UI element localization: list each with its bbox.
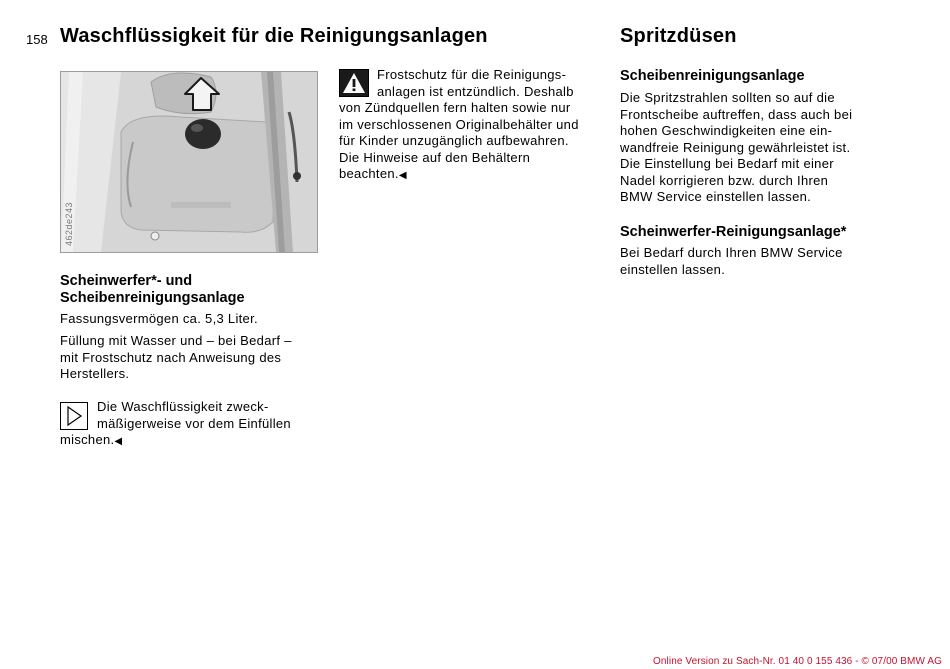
heading-scheibenreinigungsanlage: Scheibenreinigungsanlage [620, 68, 805, 84]
text-line: mischen.◀ [60, 432, 123, 447]
text-line: Die Waschflüssigkeit zweck- [97, 399, 269, 414]
text-line: einstellen lassen. [620, 261, 726, 277]
end-marker-icon: ◀ [114, 436, 123, 447]
headlight-paragraph [620, 245, 843, 278]
text-line: Die Spritzstrahlen sollten so auf die [620, 90, 835, 105]
engine-bay-photo [60, 71, 318, 253]
text-line: Frontscheibe auftreffen, dass auch bei [620, 106, 853, 122]
text-line: von Zündquellen fern halten sowie nur [339, 100, 571, 115]
text-line: wandfreie Reinigung gewährleistet ist. [620, 139, 851, 155]
photo-code: 462de243 [64, 201, 74, 246]
text-line: Die Einstellung bei Bedarf mit einer [620, 156, 834, 171]
end-marker-icon: ◀ [398, 170, 407, 181]
capacity-text: Fassungsvermögen ca. 5,3 Liter. [60, 311, 258, 326]
text-line: anlagen ist entzündlich. Deshalb [377, 83, 574, 99]
text-line: Füllung mit Wasser und – bei Bedarf – [60, 333, 292, 348]
heading-line: Scheibenreinigungsanlage [60, 290, 245, 306]
text-line: im verschlossenen Originalbehälter und [339, 116, 579, 132]
heading-scheinwerfer-reinigungsanlage: Scheinwerfer-Reinigungsanlage* [620, 224, 847, 240]
heading-scheinwerfer-scheiben [60, 273, 245, 307]
note-triangle-icon [60, 402, 88, 430]
warning-block [339, 67, 607, 185]
text-line: BMW Service einstellen lassen. [620, 189, 812, 204]
reservoir-illustration [61, 72, 317, 252]
text-line: Nadel korrigieren bzw. durch Ihren [620, 172, 829, 188]
text-line: für Kinder unzugänglich aufbewahren. [339, 133, 569, 148]
text-line: Bei Bedarf durch Ihren BMW Service [620, 245, 843, 260]
text-line: beachten.◀ [339, 166, 407, 181]
fill-instructions [60, 333, 292, 383]
text-line: hohen Geschwindigkeiten eine ein- [620, 123, 833, 138]
page-number: 158 [26, 32, 48, 47]
warning-icon [339, 69, 369, 97]
spray-paragraph [620, 90, 852, 206]
heading-line: Scheinwerfer*- und [60, 273, 193, 289]
page-title: Waschflüssigkeit für die Reinigungsanlagen [60, 25, 488, 47]
text-line: Frostschutz für die Reinigungs- [377, 67, 567, 82]
text-line: mäßigerweise vor dem Einfüllen [97, 415, 291, 431]
note-block [60, 399, 320, 451]
text-line: mit Frostschutz nach Anweisung des [60, 349, 282, 365]
text-line: Die Hinweise auf den Behältern [339, 149, 531, 165]
text-line: Herstellers. [60, 366, 130, 381]
footer-copyright: Online Version zu Sach-Nr. 01 40 0 155 436 - © 07/00 BMW AG [653, 656, 942, 667]
section-title-spritzduesen: Spritzdüsen [620, 25, 737, 47]
